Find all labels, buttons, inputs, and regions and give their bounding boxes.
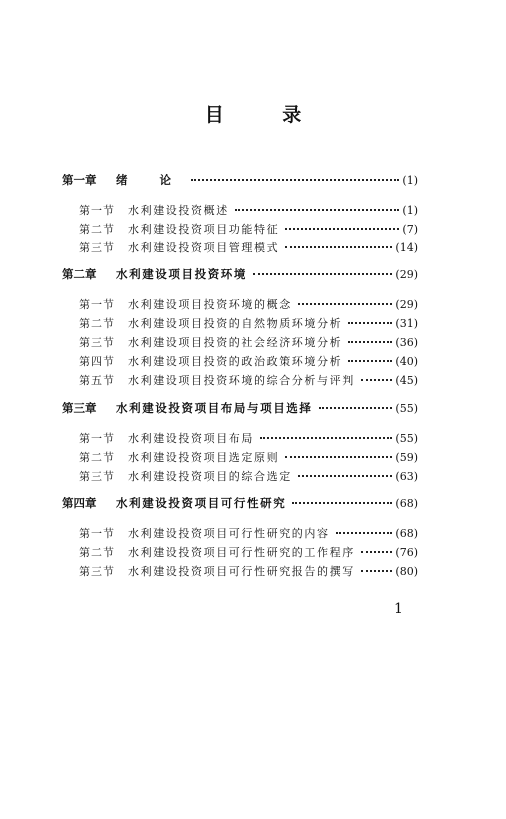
toc-section-4-1[interactable] xyxy=(79,525,418,543)
toc-section-number: 第三节 xyxy=(79,565,115,578)
toc-section-2-3[interactable] xyxy=(79,334,418,352)
toc-page-ref: (14) xyxy=(395,241,418,254)
toc-section-number: 第四节 xyxy=(79,355,115,368)
toc-page-ref: (59) xyxy=(395,451,418,464)
toc-page-ref: (29) xyxy=(395,298,418,311)
dot-leader xyxy=(253,273,392,275)
toc-section-title: 水利建设投资项目可行性研究报告的撰写 xyxy=(128,565,355,578)
toc-chapter-number: 第三章 xyxy=(62,401,97,415)
toc-section-title: 水利建设项目投资的自然物质环境分析 xyxy=(128,317,343,330)
toc-section-number: 第三节 xyxy=(79,470,115,483)
toc-chapter-1[interactable] xyxy=(62,172,418,190)
toc-section-number: 第三节 xyxy=(79,336,115,349)
toc-chapter-4[interactable] xyxy=(62,495,418,513)
page-number: 1 xyxy=(394,601,403,617)
toc-section-3-2[interactable] xyxy=(79,449,418,467)
toc-section-title: 水利建设投资项目选定原则 xyxy=(128,451,280,464)
toc-section-number: 第二节 xyxy=(79,223,115,236)
toc-section-2-4[interactable] xyxy=(79,353,418,371)
toc-section-1-3[interactable] xyxy=(79,239,418,257)
toc-section-3-1[interactable] xyxy=(79,430,418,448)
toc-chapter-3[interactable] xyxy=(62,400,418,418)
toc-section-1-1[interactable] xyxy=(79,202,418,220)
toc-page-ref: (76) xyxy=(395,546,418,559)
toc-section-number: 第二节 xyxy=(79,317,115,330)
toc-page-ref: (68) xyxy=(395,527,418,540)
dot-leader xyxy=(285,246,392,248)
dot-leader xyxy=(361,551,393,553)
toc-chapter-title: 水利建设投资项目布局与项目选择 xyxy=(116,401,313,415)
dot-leader xyxy=(285,228,399,230)
toc-section-4-3[interactable] xyxy=(79,563,418,581)
toc-page-ref: (40) xyxy=(395,355,418,368)
toc-chapter-title: 水利建设投资项目可行性研究 xyxy=(116,496,287,510)
toc-section-number: 第二节 xyxy=(79,546,115,559)
dot-leader xyxy=(292,502,392,504)
dot-leader xyxy=(336,532,393,534)
toc-chapter-title: 绪 论 xyxy=(116,173,186,187)
toc-section-3-3[interactable] xyxy=(79,468,418,486)
dot-leader xyxy=(298,475,393,477)
toc-page-ref: (55) xyxy=(395,432,418,445)
dot-leader xyxy=(348,360,392,362)
toc-section-2-2[interactable] xyxy=(79,315,418,333)
dot-leader xyxy=(260,437,392,439)
toc-page-ref: (1) xyxy=(402,174,418,187)
toc-section-title: 水利建设投资项目功能特征 xyxy=(128,223,280,236)
toc-section-title: 水利建设项目投资的政治政策环境分析 xyxy=(128,355,343,368)
toc-chapter-number: 第一章 xyxy=(62,173,97,187)
toc-page-ref: (68) xyxy=(395,497,418,510)
toc-page-ref: (45) xyxy=(395,374,418,387)
toc-page-ref: (55) xyxy=(395,402,418,415)
dot-leader xyxy=(361,379,393,381)
toc-page-ref: (63) xyxy=(395,470,418,483)
toc-section-title: 水利建设投资概述 xyxy=(128,204,229,217)
toc-chapter-2[interactable] xyxy=(62,266,418,284)
toc-section-2-5[interactable] xyxy=(79,372,418,390)
toc-section-title: 水利建设投资项目可行性研究的工作程序 xyxy=(128,546,355,559)
toc-section-number: 第三节 xyxy=(79,241,115,254)
page-title: 目 录 xyxy=(204,104,328,126)
toc-section-2-1[interactable] xyxy=(79,296,418,314)
toc-section-title: 水利建设投资项目管理模式 xyxy=(128,241,280,254)
toc-section-number: 第一节 xyxy=(79,298,115,311)
dot-leader xyxy=(235,209,400,211)
dot-leader xyxy=(298,303,393,305)
toc-page-ref: (31) xyxy=(395,317,418,330)
toc-section-title: 水利建设项目投资环境的综合分析与评判 xyxy=(128,374,355,387)
toc-section-number: 第二节 xyxy=(79,451,115,464)
toc-section-number: 第一节 xyxy=(79,527,115,540)
toc-chapter-number: 第二章 xyxy=(62,267,97,281)
toc-section-4-2[interactable] xyxy=(79,544,418,562)
toc-section-number: 第一节 xyxy=(79,204,115,217)
toc-page-ref: (7) xyxy=(402,223,418,236)
dot-leader xyxy=(348,341,392,343)
toc-page-ref: (1) xyxy=(402,204,418,217)
dot-leader xyxy=(285,456,392,458)
toc-section-number: 第一节 xyxy=(79,432,115,445)
toc-section-1-2[interactable] xyxy=(79,221,418,239)
toc-section-title: 水利建设项目投资的社会经济环境分析 xyxy=(128,336,343,349)
toc-section-title: 水利建设项目投资环境的概念 xyxy=(128,298,292,311)
toc-page-ref: (29) xyxy=(395,268,418,281)
toc-page-ref: (36) xyxy=(395,336,418,349)
toc-page-ref: (80) xyxy=(395,565,418,578)
toc-section-title: 水利建设投资项目的综合选定 xyxy=(128,470,292,483)
dot-leader xyxy=(191,179,399,181)
toc-section-title: 水利建设投资项目可行性研究的内容 xyxy=(128,527,330,540)
toc-chapter-number: 第四章 xyxy=(62,496,97,510)
dot-leader xyxy=(348,322,392,324)
dot-leader xyxy=(319,407,393,409)
dot-leader xyxy=(361,570,393,572)
toc-section-title: 水利建设投资项目布局 xyxy=(128,432,254,445)
toc-chapter-title: 水利建设项目投资环境 xyxy=(116,267,247,281)
toc-section-number: 第五节 xyxy=(79,374,115,387)
